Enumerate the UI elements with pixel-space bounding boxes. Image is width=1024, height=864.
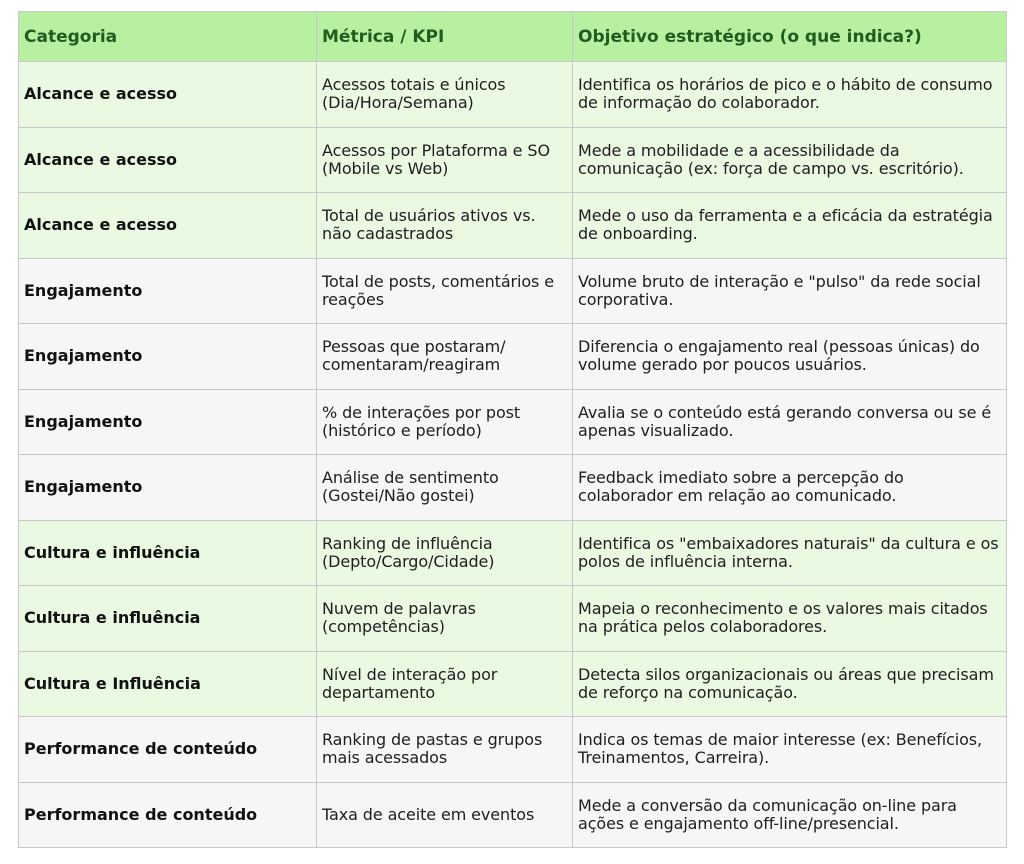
cell-category: Performance de conteúdo: [19, 717, 317, 783]
header-row: [19, 12, 1007, 62]
cell-metric: Total de posts, comentários e reações: [317, 258, 573, 324]
cell-category: Engajamento: [19, 455, 317, 521]
header-objective: Objetivo estratégico (o que indica?): [573, 12, 1007, 62]
table-row: [19, 62, 1007, 128]
table-row: [19, 389, 1007, 455]
cell-objective: Avalia se o conteúdo está gerando conversa ou se é apenas visualizado.: [573, 389, 1007, 455]
table-row: [19, 717, 1007, 783]
cell-metric: Total de usuários ativos vs. não cadastrados: [317, 193, 573, 259]
cell-category: Cultura e influência: [19, 520, 317, 586]
cell-metric: Ranking de pastas e grupos mais acessados: [317, 717, 573, 783]
cell-metric: Pessoas que postaram/ comentaram/reagiram: [317, 324, 573, 390]
header-metric: Métrica / KPI: [317, 12, 573, 62]
kpi-table: [18, 11, 1007, 848]
cell-objective: Indica os temas de maior interesse (ex: Benefícios, Treinamentos, Carreira).: [573, 717, 1007, 783]
cell-category: Cultura e Influência: [19, 651, 317, 717]
cell-objective: Mapeia o reconhecimento e os valores mais citados na prática pelos colaboradores.: [573, 586, 1007, 652]
table-row: [19, 193, 1007, 259]
table-row: [19, 651, 1007, 717]
cell-objective: Volume bruto de interação e "pulso" da rede social corporativa.: [573, 258, 1007, 324]
cell-metric: Nível de interação por departamento: [317, 651, 573, 717]
cell-category: Alcance e acesso: [19, 62, 317, 128]
table-row: [19, 258, 1007, 324]
cell-metric: Taxa de aceite em eventos: [317, 782, 573, 848]
kpi-table-container: [18, 11, 1006, 848]
table-row: [19, 127, 1007, 193]
cell-metric: Nuvem de palavras (competências): [317, 586, 573, 652]
cell-objective: Feedback imediato sobre a percepção do colaborador em relação ao comunicado.: [573, 455, 1007, 521]
cell-category: Performance de conteúdo: [19, 782, 317, 848]
table-row: [19, 520, 1007, 586]
cell-category: Alcance e acesso: [19, 193, 317, 259]
cell-objective: Mede a mobilidade e a acessibilidade da comunicação (ex: força de campo vs. escritório).: [573, 127, 1007, 193]
cell-metric: Ranking de influência (Depto/Cargo/Cidade): [317, 520, 573, 586]
table-row: [19, 324, 1007, 390]
header-category: Categoria: [19, 12, 317, 62]
cell-metric: % de interações por post (histórico e período): [317, 389, 573, 455]
cell-category: Engajamento: [19, 324, 317, 390]
cell-category: Engajamento: [19, 389, 317, 455]
table-header: [19, 12, 1007, 62]
cell-objective: Detecta silos organizacionais ou áreas que precisam de reforço na comunicação.: [573, 651, 1007, 717]
cell-objective: Identifica os horários de pico e o hábito de consumo de informação do colaborador.: [573, 62, 1007, 128]
cell-objective: Identifica os "embaixadores naturais" da cultura e os polos de influência interna.: [573, 520, 1007, 586]
table-row: [19, 455, 1007, 521]
cell-metric: Acessos totais e únicos (Dia/Hora/Semana): [317, 62, 573, 128]
table-row: [19, 586, 1007, 652]
cell-objective: Mede o uso da ferramenta e a eficácia da estratégia de onboarding.: [573, 193, 1007, 259]
cell-category: Alcance e acesso: [19, 127, 317, 193]
cell-objective: Mede a conversão da comunicação on-line para ações e engajamento off-line/presencial.: [573, 782, 1007, 848]
cell-metric: Análise de sentimento (Gostei/Não gostei): [317, 455, 573, 521]
cell-objective: Diferencia o engajamento real (pessoas únicas) do volume gerado por poucos usuários.: [573, 324, 1007, 390]
table-row: [19, 782, 1007, 848]
cell-category: Cultura e influência: [19, 586, 317, 652]
cell-metric: Acessos por Plataforma e SO (Mobile vs Web): [317, 127, 573, 193]
cell-category: Engajamento: [19, 258, 317, 324]
table-body: [19, 62, 1007, 848]
